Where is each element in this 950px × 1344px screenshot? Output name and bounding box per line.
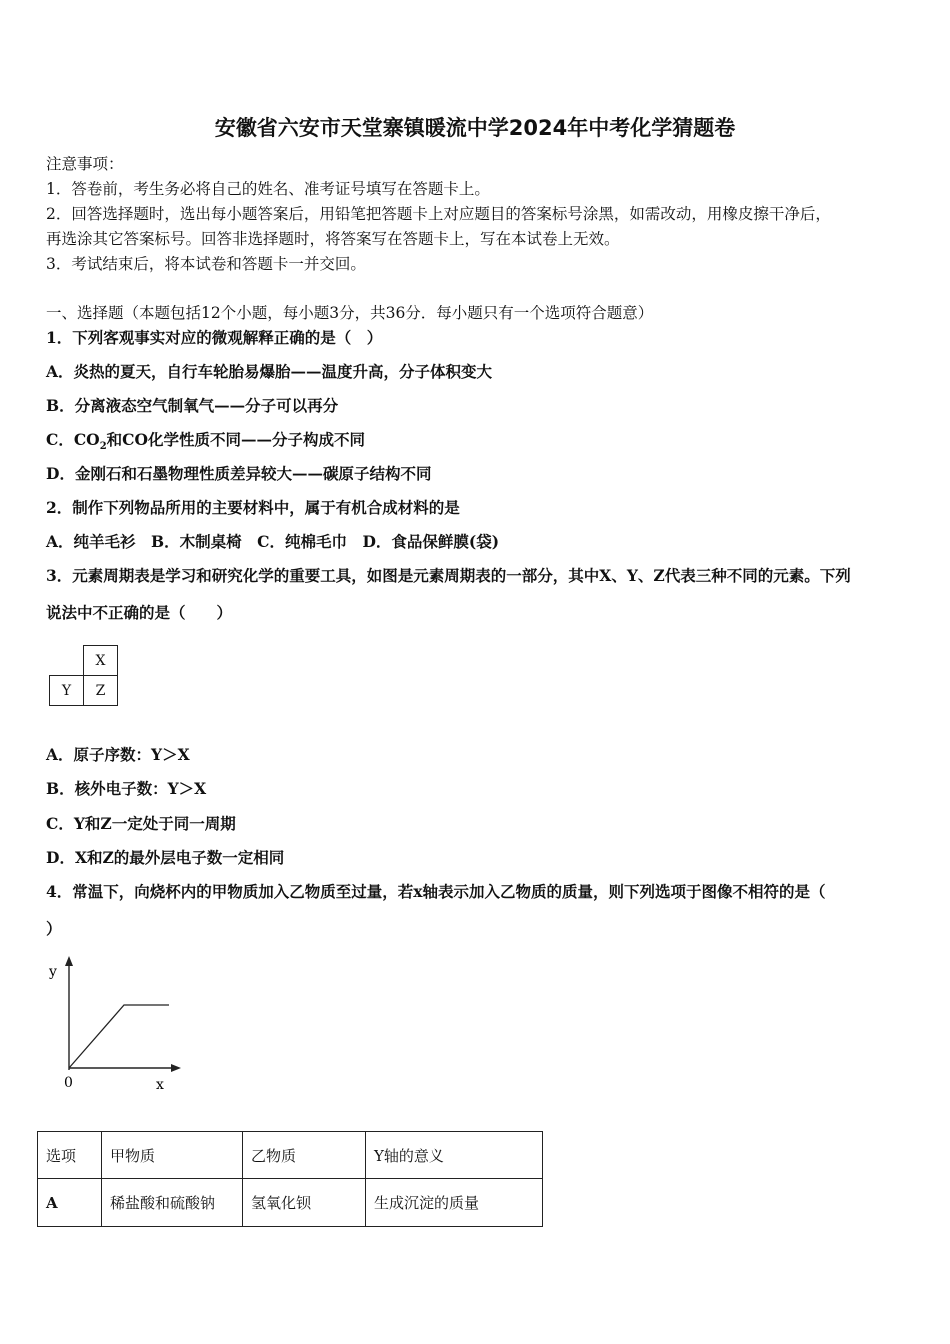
q3-option-b: B．核外电子数：Y＞X bbox=[46, 779, 207, 798]
notice-item-2-cont: 再选涂其它答案标号。回答非选择题时，将答案写在答题卡上，写在本试卷上无效。 bbox=[46, 230, 620, 248]
y-axis-arrow bbox=[65, 956, 73, 966]
x-axis-arrow bbox=[171, 1064, 181, 1072]
table-header-cell: Y轴的意义 bbox=[366, 1132, 543, 1179]
q1-stem: 1．下列客观事实对应的微观解释正确的是（ ） bbox=[46, 328, 383, 347]
q1-option-c bbox=[46, 428, 365, 452]
notice-item-3: 3．考试结束后，将本试卷和答题卡一并交回。 bbox=[46, 255, 366, 273]
table-header-cell: 甲物质 bbox=[102, 1132, 243, 1179]
periodic-cell-z: Z bbox=[84, 676, 118, 706]
periodic-cell-x: X bbox=[84, 646, 118, 676]
q3-option-c: C．Y和Z一定处于同一周期 bbox=[46, 814, 236, 833]
x-axis-label: x bbox=[156, 1077, 164, 1093]
notice-item-2: 2．回答选择题时，选出每小题答案后，用铅笔把答题卡上对应题目的答案标号涂黑，如需改动，用橡皮擦干净后， bbox=[46, 205, 831, 223]
section-heading: 一、选择题（本题包括12个小题，每小题3分，共36分．每小题只有一个选项符合题意） bbox=[46, 304, 654, 322]
q4-graph bbox=[44, 955, 194, 1100]
table-cell: 生成沉淀的质量 bbox=[366, 1179, 543, 1227]
table-cell: 氢氧化钡 bbox=[243, 1179, 366, 1227]
q3-option-d: D．X和Z的最外层电子数一定相同 bbox=[46, 848, 285, 867]
table-header-cell: 乙物质 bbox=[243, 1132, 366, 1179]
table-header-cell: 选项 bbox=[38, 1132, 102, 1179]
notice-item-1: 1．答卷前，考生务必将自己的姓名、准考证号填写在答题卡上。 bbox=[46, 180, 490, 198]
periodic-cell-y: Y bbox=[50, 676, 84, 706]
q4-answer-table bbox=[37, 1131, 543, 1227]
q4-stem-1: 4．常温下，向烧杯内的甲物质加入乙物质至过量，若x轴表示加入乙物质的质量，则下列选项于图像不相符的是（ bbox=[46, 882, 826, 901]
notice-heading: 注意事项： bbox=[46, 155, 124, 173]
q1-option-c-pre: C．CO bbox=[46, 430, 100, 449]
q1-option-b: B．分离液态空气制氧气——分子可以再分 bbox=[46, 396, 339, 415]
origin-label: 0 bbox=[64, 1075, 73, 1091]
q1-option-c-sub: 2 bbox=[99, 441, 107, 453]
q3-stem-2: 说法中不正确的是（ ） bbox=[46, 603, 233, 622]
q3-option-a: A．原子序数：Y＞X bbox=[46, 745, 190, 764]
periodic-table-fragment bbox=[49, 645, 118, 706]
table-cell: A bbox=[38, 1179, 102, 1227]
q2-options: A．纯羊毛衫 B．木制桌椅 C．纯棉毛巾 D．食品保鲜膜(袋) bbox=[46, 532, 500, 551]
q4-stem-2: ） bbox=[46, 919, 62, 938]
q1-option-d: D．金刚石和石墨物理性质差异较大——碳原子结构不同 bbox=[46, 464, 432, 483]
q1-option-a: A．炎热的夏天，自行车轮胎易爆胎——温度升高，分子体积变大 bbox=[46, 362, 493, 381]
q1-option-c-post: 和CO化学性质不同——分子构成不同 bbox=[106, 430, 365, 449]
graph-curve bbox=[69, 1005, 169, 1068]
q2-stem: 2．制作下列物品所用的主要材料中，属于有机合成材料的是 bbox=[46, 498, 460, 517]
page-title: 安徽省六安市天堂寨镇暖流中学2024年中考化学猜题卷 bbox=[214, 116, 736, 140]
table-row bbox=[38, 1179, 543, 1227]
periodic-empty-cell bbox=[50, 646, 84, 676]
y-axis-label: y bbox=[49, 964, 57, 980]
q3-stem-1: 3．元素周期表是学习和研究化学的重要工具，如图是元素周期表的一部分，其中X、Y、Z代表三种不同的元素。下列 bbox=[46, 566, 851, 585]
table-cell: 稀盐酸和硫酸钠 bbox=[102, 1179, 243, 1227]
table-header-row bbox=[38, 1132, 543, 1179]
